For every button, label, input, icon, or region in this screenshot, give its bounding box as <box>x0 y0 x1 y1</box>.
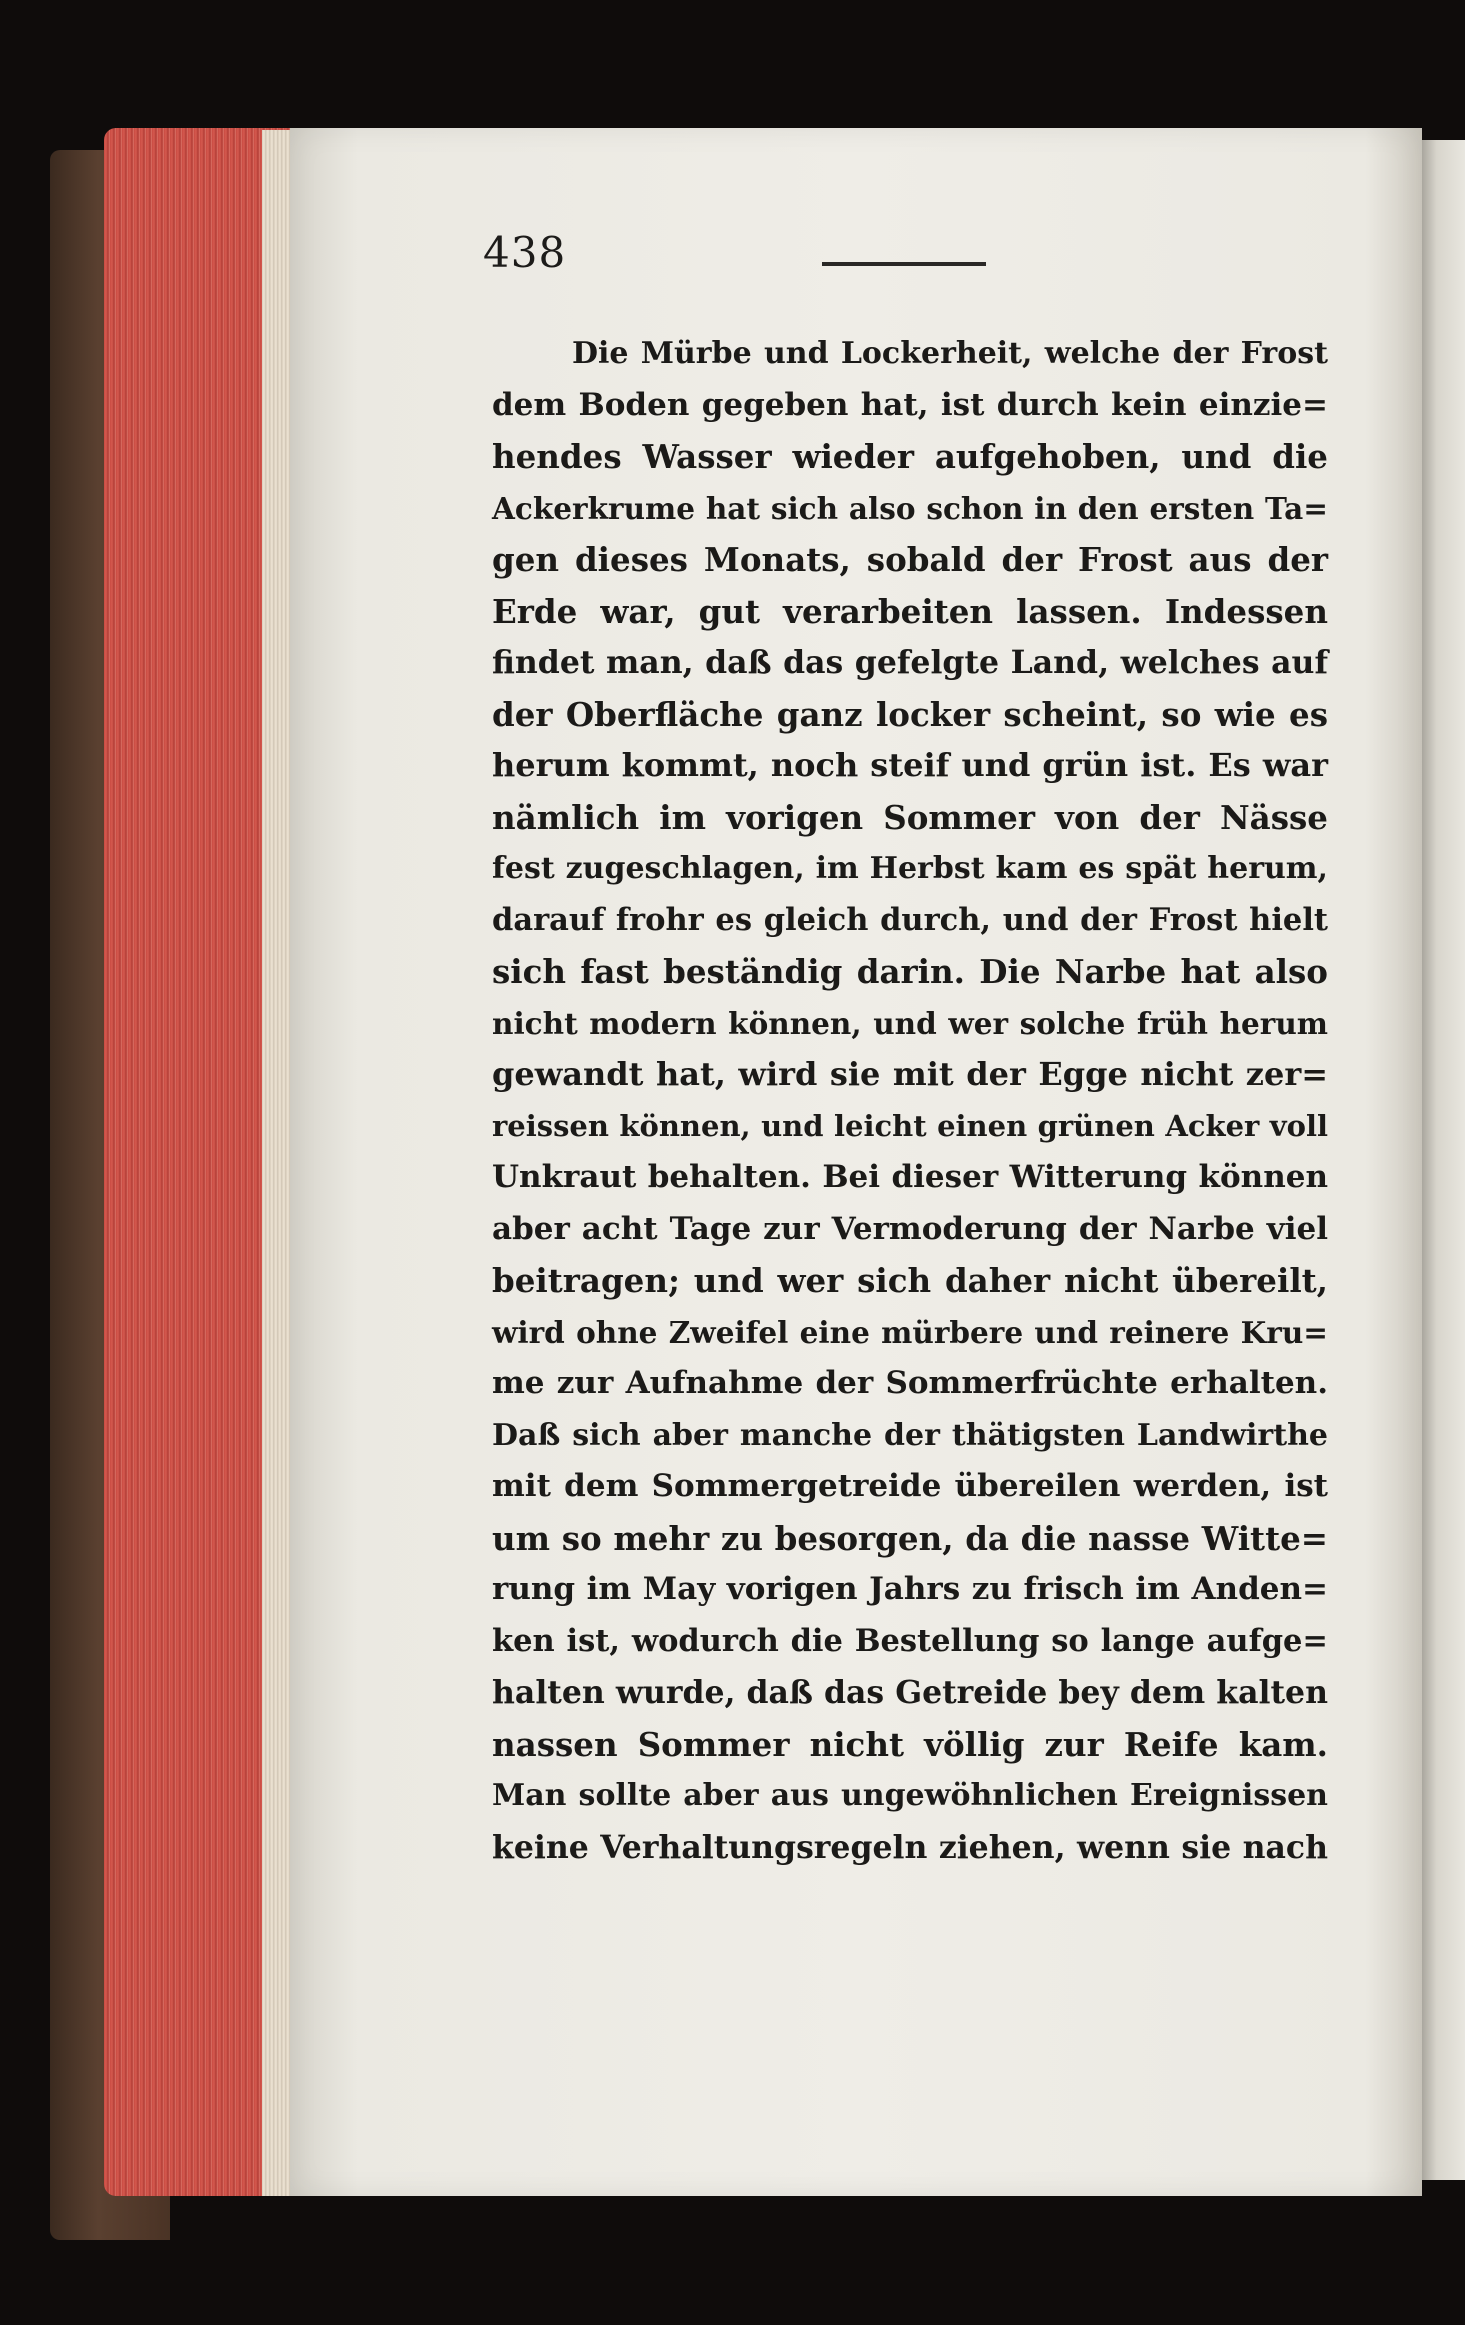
page-number: 438 <box>483 228 567 277</box>
text-line: nicht modern können, und wer solche früh herum <box>492 1005 1328 1041</box>
text-line: findet man, daß das gefelgte Land, welches auf <box>492 644 1328 681</box>
text-line: me zur Aufnahme der Sommerfrüchte erhalten. <box>492 1365 1328 1401</box>
header-rule <box>822 262 986 266</box>
text-line: Daß sich aber manche der thätigsten Landwirthe <box>492 1417 1328 1453</box>
text-line: Erde war, gut verarbeiten lassen. Indessen <box>492 591 1328 631</box>
text-line: Ackerkrume hat sich also schon in den ersten Ta= <box>492 490 1328 526</box>
text-line: sich fast beständig darin. Die Narbe hat also <box>492 952 1328 991</box>
text-line: darauf frohr es gleich durch, und der Frost hielt <box>492 901 1328 938</box>
facing-page-edge <box>1418 140 1465 2180</box>
text-line: aber acht Tage zur Vermoderung der Narbe viel <box>492 1210 1328 1247</box>
text-line: dem Boden gegeben hat, ist durch kein einzie= <box>492 386 1328 423</box>
text-line: Unkraut behalten. Bei dieser Witterung können <box>492 1159 1328 1195</box>
text-line: herum kommt, noch steif und grün ist. Es war <box>492 746 1328 784</box>
text-line: Die Mürbe und Lockerheit, welche der Frost <box>572 336 1328 371</box>
text-line: Man sollte aber aus ungewöhnlichen Ereignissen <box>492 1778 1328 1813</box>
text-line: fest zugeschlagen, im Herbst kam es spät herum, <box>492 851 1328 886</box>
text-line: nassen Sommer nicht völlig zur Reife kam. <box>492 1724 1328 1764</box>
text-line: um so mehr zu besorgen, da die nasse Witte= <box>492 1518 1328 1558</box>
text-line: halten wurde, daß das Getreide bey dem kalten <box>492 1674 1328 1711</box>
text-line: hendes Wasser wieder aufgehoben, und die <box>492 437 1328 476</box>
text-line: nämlich im vorigen Sommer von der Nässe <box>492 797 1328 837</box>
text-line: keine Verhaltungsregeln ziehen, wenn sie nach <box>492 1828 1328 1866</box>
text-line: der Oberfläche ganz locker scheint, so wie es <box>492 694 1328 734</box>
body-text <box>492 328 1328 1873</box>
text-line: wird ohne Zweifel eine mürbere und reinere Kru= <box>492 1314 1328 1350</box>
text-line: mit dem Sommergetreide übereilen werden, ist <box>492 1468 1328 1504</box>
text-line: reissen können, und leicht einen grünen Acker voll <box>492 1108 1328 1143</box>
page-stack <box>262 130 292 2196</box>
text-line: ken ist, wodurch die Bestellung so lange aufge= <box>492 1622 1328 1659</box>
text-line: gen dieses Monats, sobald der Frost aus der <box>492 540 1328 579</box>
text-line: rung im May vorigen Jahrs zu frisch im Anden= <box>492 1571 1328 1607</box>
text-line: gewandt hat, wird sie mit der Egge nicht zer= <box>492 1055 1328 1093</box>
text-line: beitragen; und wer sich daher nicht übereilt, <box>492 1261 1328 1300</box>
